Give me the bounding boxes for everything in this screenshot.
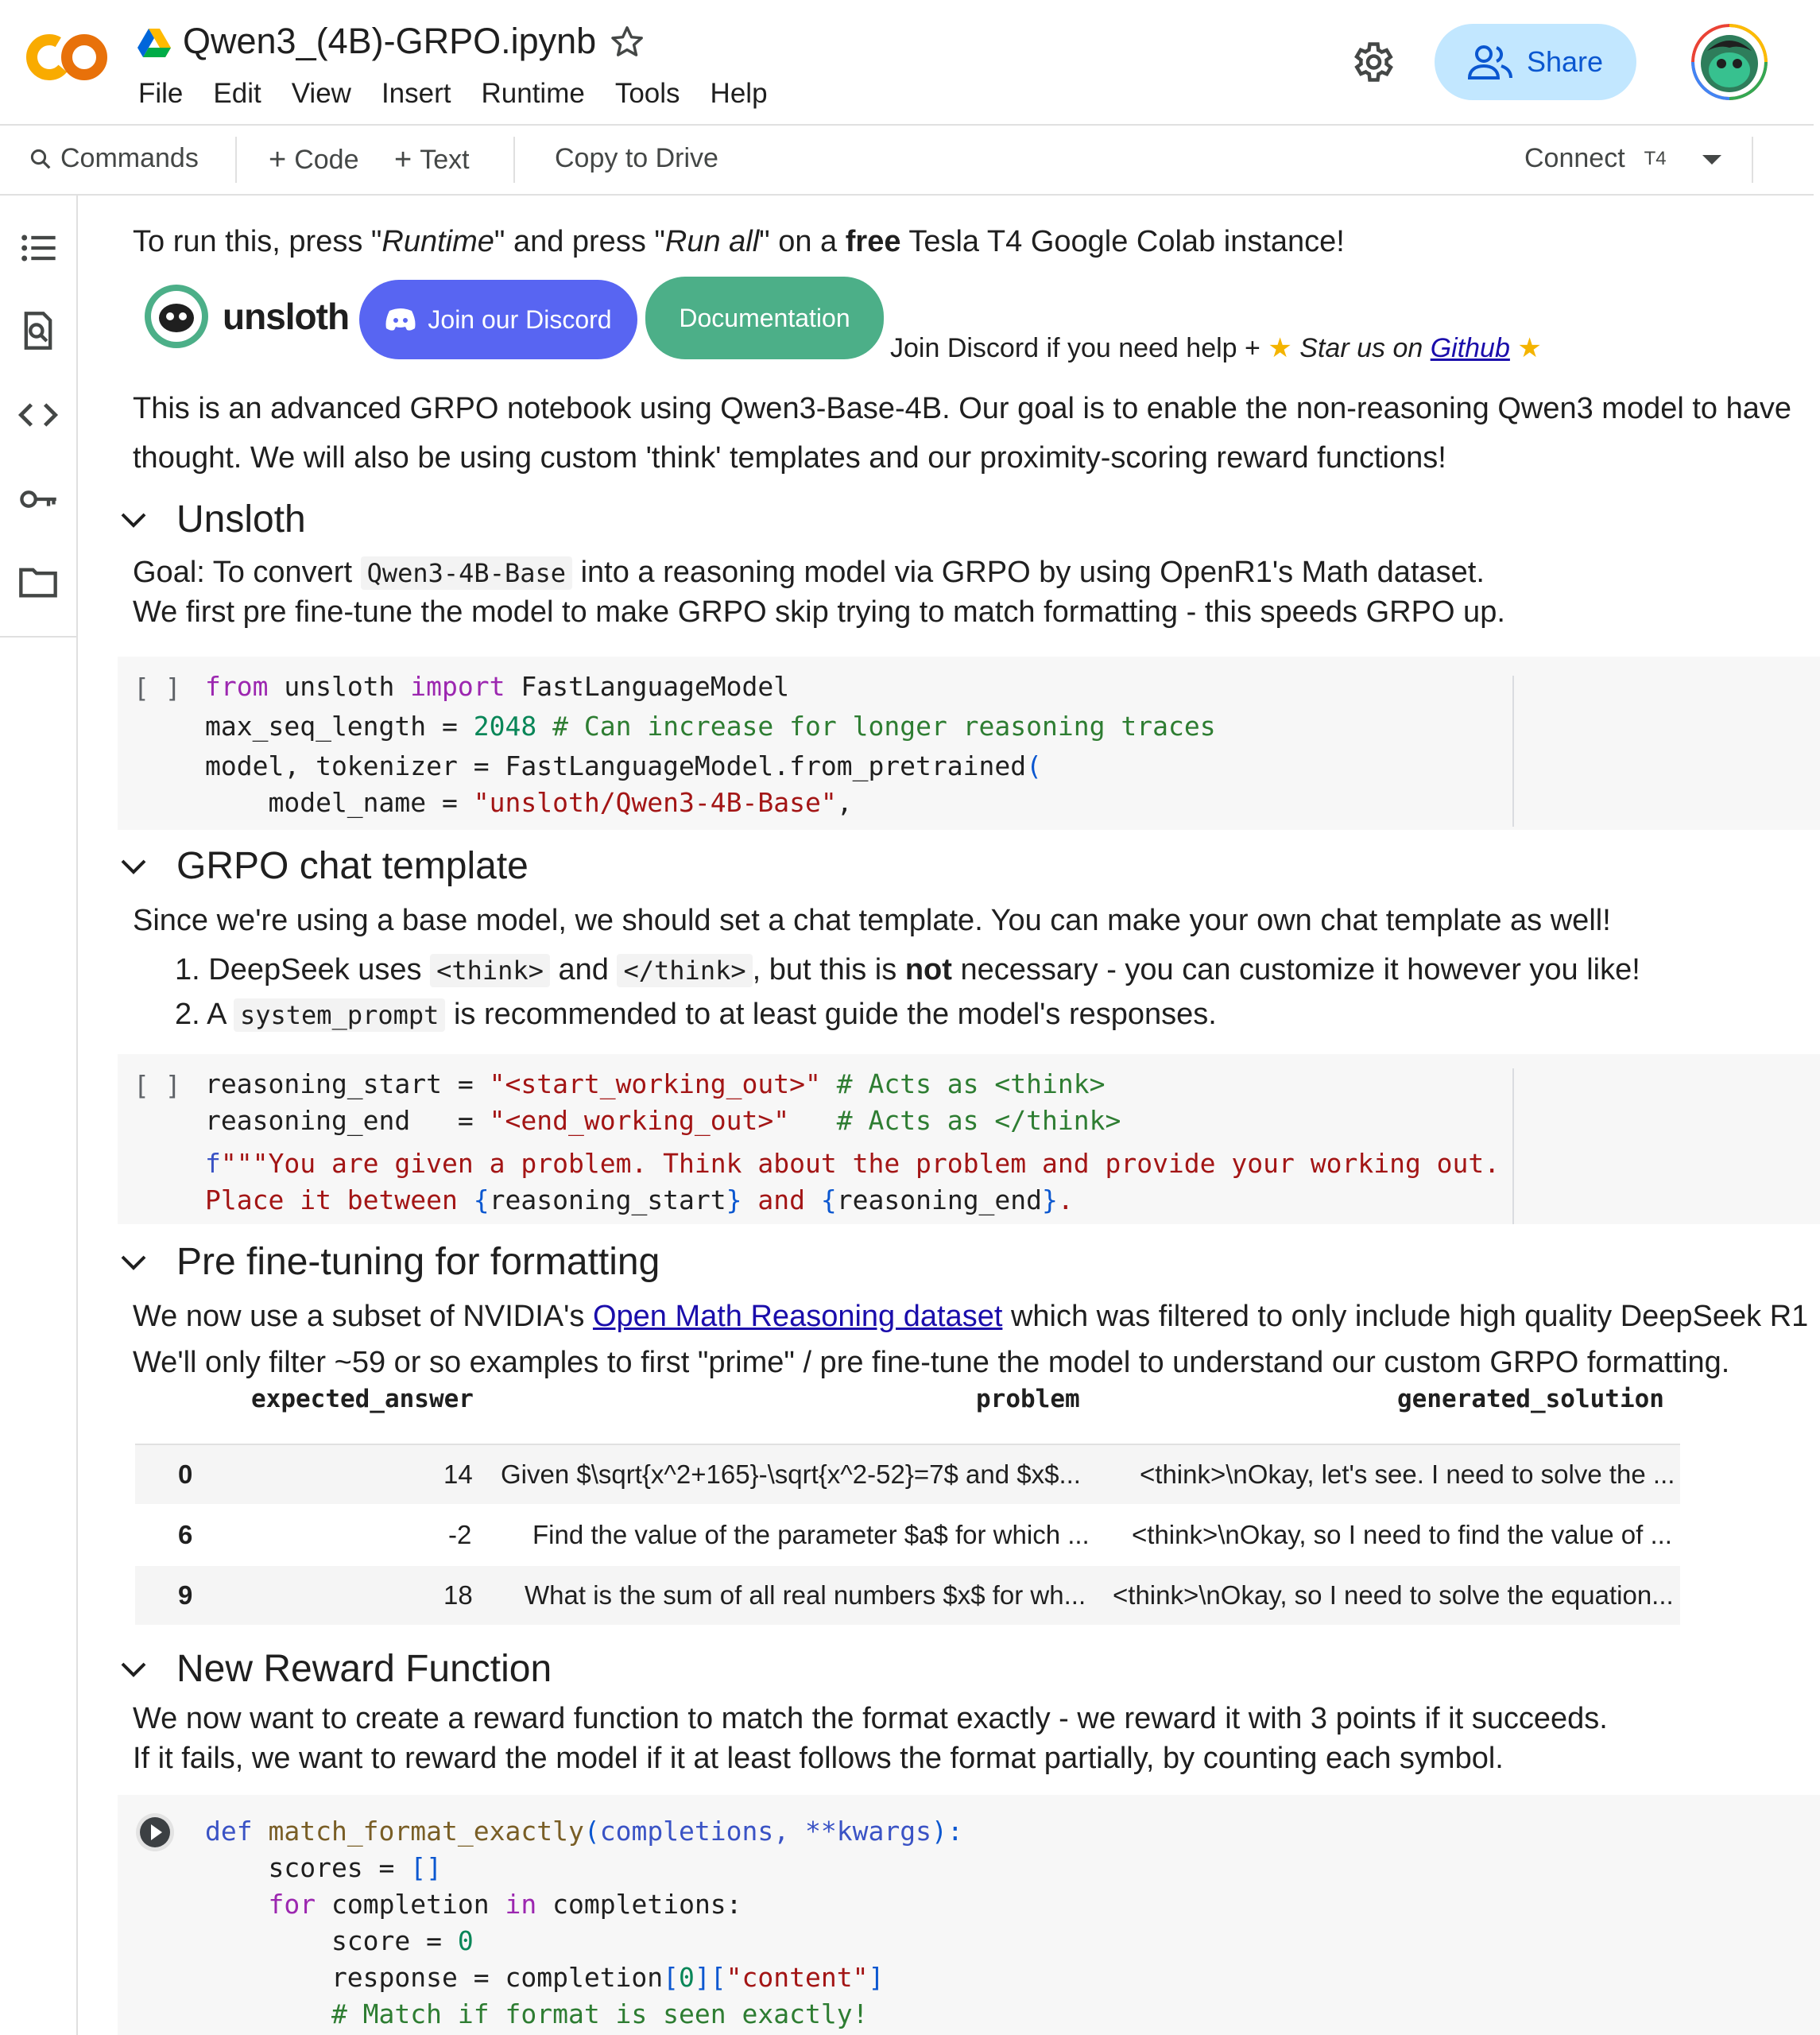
problem-cell: Given $\sqrt{x^2+165}-\sqrt{x^2-52}=7$ and $x$... [501,1459,1081,1489]
expected-answer-cell: 14 [443,1459,473,1489]
chevron-down-icon[interactable] [119,857,148,876]
reward-line-2: If it fails, we want to reward the model if it at least follows the format partially, by counting each symbol. [133,1742,1504,1775]
section-heading: Unsloth [176,498,306,541]
star-icon[interactable] [609,24,645,60]
find-replace-icon[interactable] [17,310,59,351]
table-of-contents-icon[interactable] [17,227,59,269]
menu-insert[interactable]: Insert [381,78,451,109]
documentation-badge[interactable] [645,277,884,359]
cell-divider [1512,676,1514,827]
code-cell-2[interactable] [118,1054,1820,1224]
menu-bar [138,78,798,110]
menu-help[interactable]: Help [710,78,768,109]
secrets-key-icon[interactable] [17,479,59,520]
colab-logo[interactable] [25,29,108,86]
notebook-title[interactable]: Qwen3_(4B)-GRPO.ipynb [183,21,597,61]
run-cell-play-icon[interactable] [135,1812,175,1852]
commands-label: Commands [60,143,199,173]
code-line: response = completion[0]["content"] [205,1962,885,1993]
generated-solution-cell: <think>\nOkay, so I need to solve the equation... [1113,1580,1674,1610]
toolbar-divider [235,137,237,183]
chat-template-item-2: 2. A system_prompt is recommended to at least guide the model's responses. [175,998,1217,1031]
code-line: for completion in completions: [268,1889,742,1920]
intro-paragraph-line-2: thought. We will also be using custom 'think' templates and our proximity-scoring reward functions! [133,441,1446,475]
chevron-down-icon[interactable] [1701,153,1723,167]
intro-paragraph-line-1: This is an advanced GRPO notebook using Qwen3-Base-4B. Our goal is to enable the non-reasoning Qwen3 model to have [133,392,1792,425]
section-new-reward-function[interactable] [119,1647,552,1691]
section-heading: Pre fine-tuning for formatting [176,1241,660,1283]
table-row [135,1445,1680,1504]
menu-runtime[interactable]: Runtime [481,78,585,109]
runtime-type-label: T4 [1644,147,1667,169]
code-line: def match_format_exactly(completions, **kwargs): [205,1816,963,1847]
code-snippets-icon[interactable] [17,394,59,436]
code-line: reasoning_end = "<end_working_out>" # Acts as </think> [205,1105,1121,1136]
documentation-label: Documentation [679,303,850,332]
unsloth-goal: Goal: To convert Qwen3-4B-Base into a reasoning model via GRPO by using OpenR1's Math dataset. [133,556,1485,589]
chevron-down-icon[interactable] [119,1253,148,1272]
share-label: Share [1526,45,1604,78]
unsloth-line-2: We first pre fine-tune the model to make GRPO skip trying to match formatting - this speeds GRPO up. [133,595,1505,629]
code-line: Place it between {reasoning_start} and {reasoning_end}. [205,1184,1074,1215]
row-index: 9 [178,1580,193,1610]
column-header: expected_answer [251,1385,474,1413]
open-math-reasoning-link[interactable]: Open Math Reasoning dataset [592,1300,1003,1333]
sloth-logo-icon [143,283,210,350]
copy-to-drive-label: Copy to Drive [555,143,718,173]
connect-button[interactable] [1524,143,1667,174]
run-instructions: To run this, press "Runtime" and press "Run all" on a free Tesla T4 Google Colab instance! [133,225,1345,258]
unsloth-wordmark: unsloth [223,296,350,337]
notebook-toolbar [0,126,1814,196]
chevron-down-icon[interactable] [119,1660,148,1679]
commands-button[interactable] [29,143,199,174]
copy-to-drive-button[interactable] [555,143,718,174]
discord-github-line: Join Discord if you need help + ★ Star us on Github ★ [890,333,1542,363]
code-line: model, tokenizer = FastLanguageModel.from_pretrained( [205,750,1042,781]
code-line: reasoning_start = "<start_working_out>" # Acts as <think> [205,1068,1106,1099]
code-line: max_seq_length = 2048 # Can increase for longer reasoning traces [205,711,1216,742]
people-icon [1468,45,1512,79]
settings-gear-icon[interactable] [1348,38,1396,86]
table-row [135,1566,1680,1625]
code-line: scores = [] [205,1852,443,1883]
code-cell-3[interactable] [118,1795,1820,2035]
run-cell-button[interactable]: [ ] [134,673,181,704]
unsloth-logo[interactable] [143,283,349,350]
menu-file[interactable]: File [138,78,184,109]
add-code-button[interactable] [269,143,358,177]
reward-line-1: We now want to create a reward function to match the format exactly - we reward it with 3 points if it succeeds. [133,1702,1608,1735]
menu-view[interactable]: View [291,78,351,109]
star-emoji-icon: ★ [1517,333,1542,363]
table-row [135,1506,1680,1564]
chat-template-item-1: 1. DeepSeek uses <think> and </think> , but this is not necessary - you can customize it however you like! [175,953,1640,986]
toolbar-divider [1752,137,1753,183]
discord-icon [385,308,416,331]
add-code-label: Code [294,145,359,175]
chat-template-line-1: Since we're using a base model, we should set a chat template. You can make your own chat template as well! [133,904,1611,937]
column-header: generated_solution [1397,1385,1664,1413]
menu-tools[interactable]: Tools [614,78,680,109]
run-cell-button[interactable]: [ ] [134,1070,181,1101]
connect-label: Connect [1524,143,1625,173]
plus-icon: + [269,143,287,176]
section-pre-fine-tuning[interactable] [119,1240,660,1284]
code-line: model_name = "unsloth/Qwen3-4B-Base", [205,787,853,818]
rail-divider [0,636,76,638]
search-icon [29,147,52,171]
files-folder-icon[interactable] [17,561,59,603]
pre-fine-tuning-line-1: We now use a subset of NVIDIA's Open Math Reasoning dataset which was filtered to only include high quality DeepSeek R1 [133,1300,1809,1333]
menu-edit[interactable]: Edit [213,78,261,109]
plus-icon: + [394,143,412,176]
discord-badge[interactable] [359,280,637,359]
expected-answer-cell: 18 [443,1580,473,1610]
github-link[interactable]: Github [1430,333,1510,363]
pre-fine-tuning-line-2: We'll only filter ~59 or so examples to first "prime" / pre fine-tune the model to understand our custom GRPO formatting. [133,1346,1730,1379]
toolbar-divider [513,137,515,183]
cell-divider [1512,1068,1514,1224]
section-unsloth[interactable] [119,498,306,541]
expected-answer-cell: -2 [448,1520,472,1549]
code-line: from unsloth import FastLanguageModel [205,671,790,702]
generated-solution-cell: <think>\nOkay, so I need to find the value of ... [1132,1520,1672,1549]
generated-solution-cell: <think>\nOkay, let's see. I need to solve the ... [1140,1459,1675,1489]
left-rail [0,196,78,2035]
row-index: 0 [178,1459,193,1489]
chevron-down-icon[interactable] [119,510,148,529]
discord-label: Join our Discord [428,304,612,334]
section-heading: GRPO chat template [176,845,529,887]
star-emoji-icon: ★ [1268,333,1292,363]
code-line: f"""You are given a problem. Think about the problem and provide your working out. [205,1148,1501,1179]
problem-cell: Find the value of the parameter $a$ for which ... [532,1520,1090,1549]
section-grpo-chat-template[interactable] [119,844,529,888]
section-heading: New Reward Function [176,1648,552,1690]
header [0,0,1814,126]
row-index: 6 [178,1520,193,1549]
add-text-button[interactable] [394,143,470,177]
column-header: problem [976,1385,1080,1413]
code-line: # Match if format is seen exactly! [205,1998,869,2029]
code-line: score = 0 [205,1925,474,1956]
share-button[interactable] [1435,24,1636,100]
problem-cell: What is the sum of all real numbers $x$ for wh... [525,1580,1086,1610]
google-drive-icon [137,27,172,59]
code-cell-1[interactable] [118,657,1820,830]
add-text-label: Text [420,145,470,175]
user-avatar[interactable] [1691,24,1768,100]
